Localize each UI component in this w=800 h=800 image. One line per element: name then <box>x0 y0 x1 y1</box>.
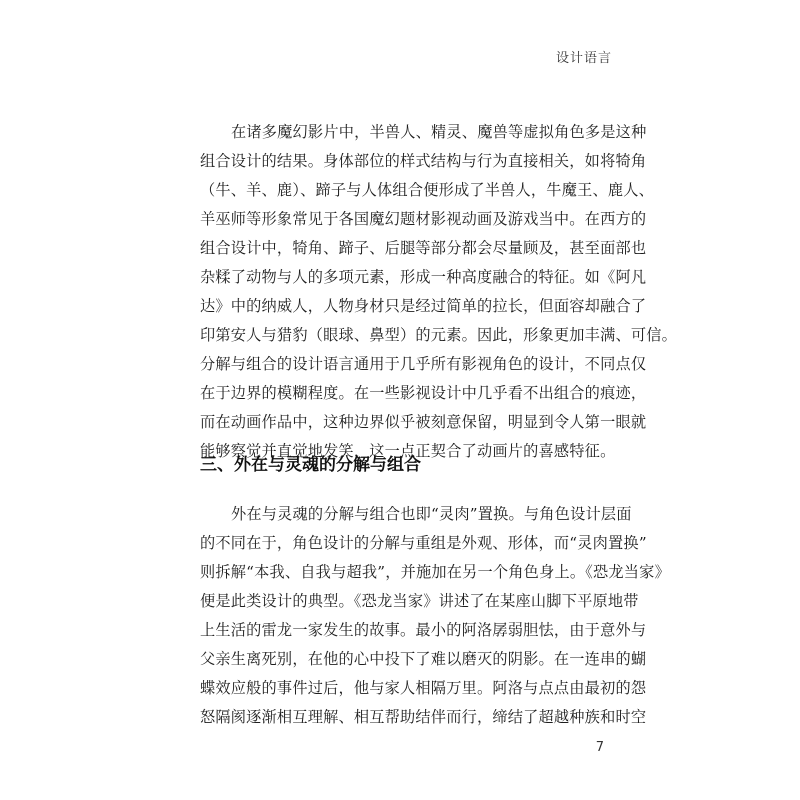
text-line: 怒隔阂逐渐相互理解、相互帮助结伴而行，缔结了超越种族和时空 <box>200 708 647 726</box>
text-line: 在诸多魔幻影片中，半兽人、精灵、魔兽等虚拟角色多是这种 <box>231 123 647 141</box>
running-head-title: 设计语言 <box>555 51 612 66</box>
text-line: 外在与灵魂的分解与组合也即“灵肉”置换。与角色设计层面 <box>231 505 632 523</box>
text-line: 组合设计的结果。身体部位的样式结构与行为直接相关，如将犄角 <box>200 152 647 170</box>
text-line: 达》中的纳威人，人物身材只是经过简单的拉长，但面容却融合了 <box>200 297 647 315</box>
text-line: 组合设计中，犄角、蹄子、后腿等部分都会尽量顾及，甚至面部也 <box>200 239 647 257</box>
text-line: （牛、羊、鹿）、蹄子与人体组合便形成了半兽人，牛魔王、鹿人、 <box>200 181 655 199</box>
text-line: 便是此类设计的典型。《恐龙当家》讲述了在某座山脚下平原地带 <box>200 592 639 610</box>
text-line: 父亲生离死别，在他的心中投下了难以磨灭的阴影。在一连串的蝴 <box>200 650 647 668</box>
page-number: 7 <box>595 740 604 755</box>
text-line: 分解与组合的设计语言通用于几乎所有影视角色的设计，不同点仅 <box>200 355 647 373</box>
text-line: 上生活的雷龙一家发生的故事。最小的阿洛孱弱胆怯，由于意外与 <box>200 621 647 639</box>
text-line: 而在动画作品中，这种边界似乎被刻意保留，明显到令人第一眼就 <box>200 413 647 431</box>
text-line: 则拆解“本我、自我与超我”，并施加在另一个角色身上。《恐龙当家》 <box>200 563 670 581</box>
text-line: 印第安人与猎豹（眼球、鼻型）的元素。因此，形象更加丰满、可信。 <box>200 326 678 344</box>
text-line: 的不同在于，角色设计的分解与重组是外观、形体，而“灵肉置换” <box>200 534 647 552</box>
paragraph-1 <box>200 118 678 466</box>
section-heading: 三、外在与灵魂的分解与组合 <box>200 455 421 475</box>
text-line: 蝶效应般的事件过后，他与家人相隔万里。阿洛与点点由最初的怨 <box>200 679 647 697</box>
text-line: 羊巫师等形象常见于各国魔幻题材影视动画及游戏当中。在西方的 <box>200 210 647 228</box>
text-line: 在于边界的模糊程度。在一些影视设计中几乎看不出组合的痕迹， <box>200 384 647 402</box>
text-line: 能够察觉并直觉地发笑，这一点正契合了动画片的喜感特征。 <box>200 442 616 460</box>
paragraph-2 <box>200 500 670 732</box>
text-line: 杂糅了动物与人的多项元素，形成一种高度融合的特征。如《阿凡 <box>200 268 647 286</box>
